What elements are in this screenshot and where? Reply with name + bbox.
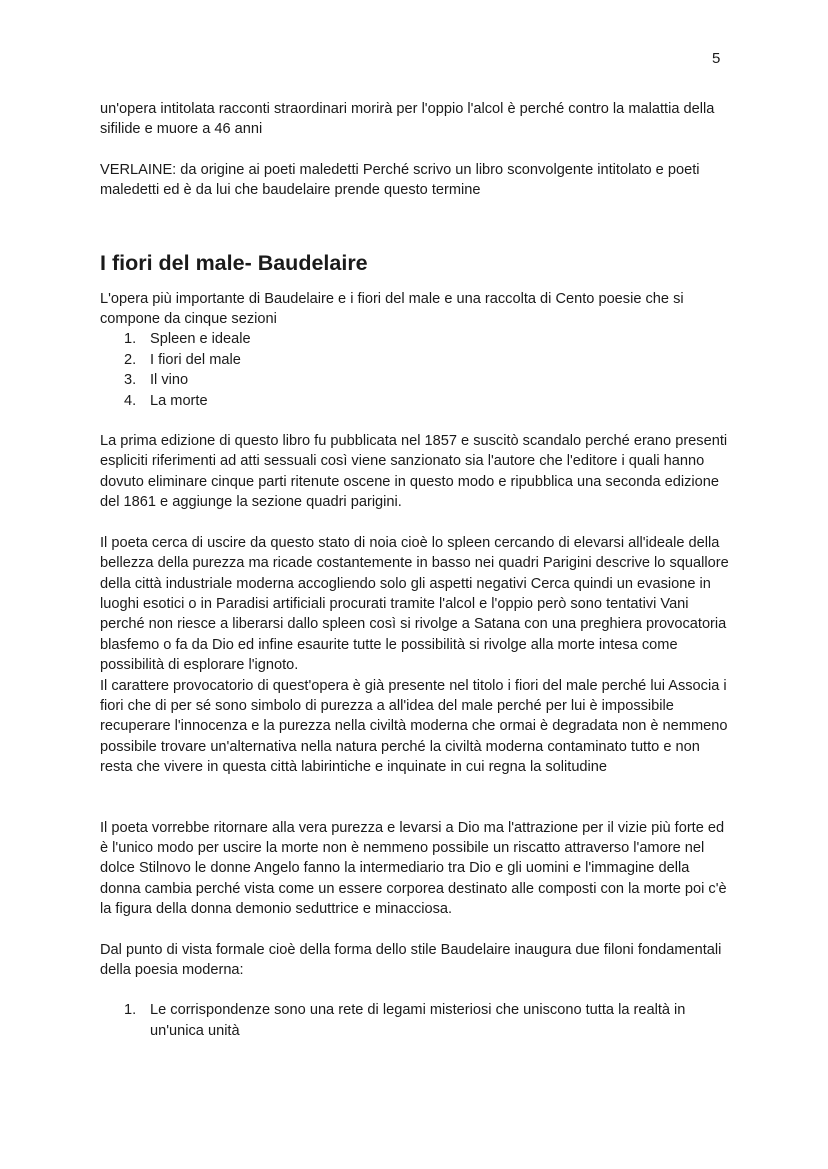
paragraph-edizione: La prima edizione di questo libro fu pubblicata nel 1857 e suscitò scandalo perché erano presenti espliciti riferimenti ad atti sessuali così viene sanzionato sia l'autore che l'editore i quali hanno dovuto eliminare cinque parti ritenute oscene in questo modo e ripubblica una seconda edizione del 1861 e aggiunge la sezione quadri parigini. bbox=[100, 433, 728, 511]
paragraph-verlaine: VERLAINE: da origine ai poeti maledetti Perché scrivo un libro sconvolgente intitolato e poeti maledetti ed è da lui che baudelaire prende questo termine bbox=[100, 161, 700, 199]
list-text: Il vino bbox=[150, 372, 189, 389]
list-number: 4. bbox=[124, 392, 137, 409]
list-number: 1. bbox=[124, 1002, 137, 1019]
list-item bbox=[100, 370, 732, 390]
section-heading: I fiori del male- Baudelaire bbox=[100, 250, 368, 275]
paragraph-opera: L'opera più importante di Baudelaire e i fiori del male e una raccolta di Cento poesie che si compone da cinque sezioni bbox=[100, 290, 684, 328]
paragraph-intro-1: un'opera intitolata racconti straordinari morirà per l'oppio l'alcol è perché contro la malattia della sifilide e muore a 46 anni bbox=[100, 101, 715, 138]
paragraph-carattere: Il carattere provocatorio di quest'opera è già presente nel titolo i fiori del male perché lui Associa i fiori che di per sé sono simbolo di purezza a all'idea del male perché per lui è impossibile recuperare l'innocenza e la purezza nella civiltà moderna che ormai è degradata non è nemmeno possibile trovare un'alternativa nella natura perché la civiltà moderna contaminato tutto e non resta che vivere in questa città labirintiche e inquinate in cui regna la solitudine bbox=[100, 677, 728, 776]
list-text: I fiori del male bbox=[150, 351, 241, 368]
paragraph-formale: Dal punto di vista formale cioè della forma dello stile Baudelaire inaugura due filoni fondamentali della poesia moderna: bbox=[100, 941, 722, 978]
list-text: La morte bbox=[150, 392, 208, 409]
document-body bbox=[100, 99, 732, 1041]
page-number: 5 bbox=[712, 50, 721, 67]
list-number: 2. bbox=[124, 351, 137, 368]
list-text: Spleen e ideale bbox=[150, 331, 251, 348]
sections-list bbox=[100, 329, 732, 411]
list-number: 3. bbox=[124, 372, 137, 389]
paragraph-purezza: Il poeta vorrebbe ritornare alla vera purezza e levarsi a Dio ma l'attrazione per il vizie più forte ed è l'unico modo per uscire la morte non è nemmeno possibile un riscatto attraverso l'amore nel dolce Stilnovo le donne Angelo fanno la intermediario tra Dio e gli uomini e l'immagine della donna cambia perché vista come un essere corporea destinato alle composti con la morte poi c'è la figura della donna demonio seduttrice e minacciosa. bbox=[100, 819, 727, 918]
list-text: Le corrispondenze sono una rete di legami misteriosi che uniscono tutta la realtà in un'unica unità bbox=[150, 1002, 686, 1039]
list-item bbox=[100, 391, 732, 411]
list-item bbox=[100, 350, 732, 370]
list-number: 1. bbox=[124, 331, 137, 348]
filoni-list bbox=[100, 1000, 732, 1041]
paragraph-spleen: Il poeta cerca di uscire da questo stato di noia cioè lo spleen cercando di elevarsi all'ideale della bellezza della purezza ma ricade costantemente in basso nei quadri Parigini descrive lo squallore della città industriale moderna accogliendo solo gli aspetti negativi Cerca quindi un evasione in luoghi esotici o in Paradisi artificiali procurati tramite l'alcol e l'oppio però sono tentativi Vani perché non riesce a liberarsi dallo spleen così si rivolge a Satana con una preghiera provocatoria blasfemo o fa da Dio ed infine esaurite tutte le possibilità si rivolge alla morte intesa come possibilità di esplorare l'ignoto. bbox=[100, 534, 729, 674]
list-item bbox=[100, 1000, 732, 1041]
list-item bbox=[100, 329, 732, 349]
